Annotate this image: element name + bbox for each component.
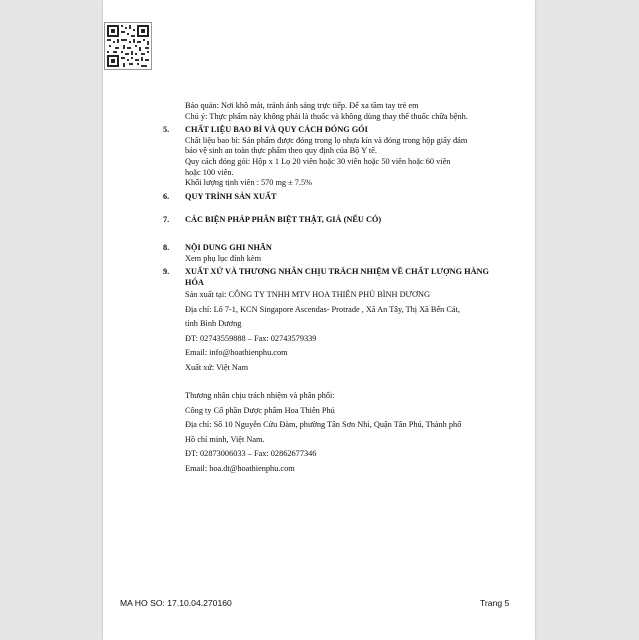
manufacturer-block — [163, 288, 508, 375]
distributor-block — [163, 389, 508, 476]
section-title: CÁC BIỆN PHÁP PHÂN BIỆT THẬT, GIẢ (NẾU CÓ) — [185, 215, 382, 225]
section-number: 6. — [163, 191, 170, 201]
section-number: 9. — [163, 267, 170, 277]
manufacturer-line: ĐT: 02743559888 – Fax: 02743579339 — [185, 333, 317, 343]
section-number: 7. — [163, 215, 170, 225]
section-5-line: Quy cách đóng gói: Hộp x 1 Lọ 20 viên hoặc 30 viên hoặc 50 viên hoặc 60 viên — [185, 156, 451, 166]
section-5-line: hoặc 100 viên. — [185, 167, 234, 177]
section-6-heading — [163, 192, 508, 203]
manufacturer-line: Sản xuất tại: CÔNG TY TNHH MTV HOA THIÊN PHÚ BÌNH DƯƠNG — [185, 290, 430, 300]
dossier-number: MA HO SO: 17.10.04.270160 — [120, 598, 232, 608]
distributor-line: Địa chỉ: Số 10 Nguyễn Cửu Đàm, phường Tân Sơn Nhì, Quận Tân Phú, Thành phố — [185, 420, 462, 430]
qr-code — [104, 22, 152, 70]
section-7-heading — [163, 215, 508, 226]
page-number: Trang 5 — [480, 598, 510, 608]
distributor-line: Thương nhân chịu trách nhiệm và phân phối: — [185, 391, 335, 401]
distributor-line: Hồ chí minh, Việt Nam. — [185, 434, 265, 444]
section-title: CHẤT LIỆU BAO BÌ VÀ QUY CÁCH ĐÓNG GÓI — [185, 125, 368, 135]
section-title: NỘI DUNG GHI NHÃN — [185, 242, 272, 252]
distributor-line: Công ty Cổ phần Dược phẩm Hoa Thiên Phú — [185, 405, 335, 415]
manufacturer-line: Email: info@hoathienphu.com — [185, 348, 288, 358]
section-number: 5. — [163, 125, 170, 135]
distributor-line: Email: hoa.dt@hoathienphu.com — [185, 463, 295, 473]
qr-code-graphic — [105, 23, 151, 69]
section-5-heading — [163, 125, 508, 136]
manufacturer-line: tỉnh Bình Dương — [185, 319, 242, 329]
section-9-heading — [163, 267, 508, 278]
distributor-line: ĐT: 02873006033 – Fax: 02862677346 — [185, 449, 317, 459]
note-line: Chú ý: Thực phẩm này không phải là thuốc và không dùng thay thế thuốc chữa bệnh. — [185, 111, 468, 121]
section-title: XUẤT XỨ VÀ THƯƠNG NHÂN CHỊU TRÁCH NHIỆM VỀ CHẤT LƯỢNG HÀNG — [185, 267, 490, 277]
storage-line: Bảo quản: Nơi khô mát, tránh ánh sáng trực tiếp. Để xa tầm tay trẻ em — [185, 101, 419, 110]
section-5-line: Chất liệu bao bì: Sản phẩm được đóng trong lọ nhựa kín và đóng trong hộp giấy đảm — [185, 135, 468, 145]
manufacturer-line: Địa chỉ: Lô 7-1, KCN Singapore Ascendas- Protrade , Xã An Tây, Thị Xã Bến Cát, — [185, 304, 460, 314]
manufacturer-line: Xuất xứ: Việt Nam — [185, 362, 249, 372]
section-number: 8. — [163, 242, 170, 252]
section-8-heading — [163, 243, 508, 254]
section-8-line: Xem phụ lục đính kèm — [185, 253, 262, 263]
section-title: QUY TRÌNH SẢN XUẤT — [185, 191, 277, 201]
document-body — [163, 101, 508, 476]
section-5-line: bảo vệ sinh an toàn thực phẩm theo quy định của Bộ Y tế. — [185, 146, 377, 156]
section-9-title-continued: HÓA — [185, 277, 204, 287]
section-5-line: Khối lượng tịnh viên : 570 mg ± 7.5% — [185, 178, 313, 188]
